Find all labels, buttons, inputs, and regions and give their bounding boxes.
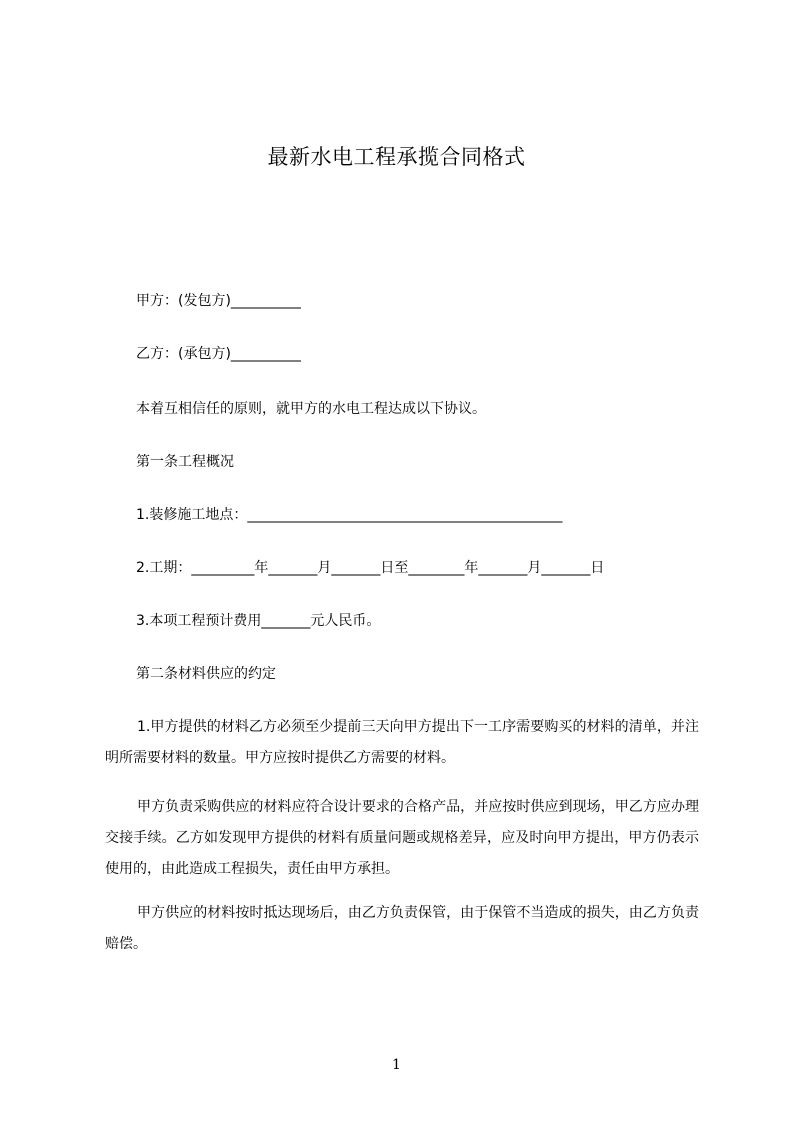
item-period: 2.工期：_________年_______月_______日至________年_______月_______日 (136, 560, 605, 576)
page-number: 1 (392, 1057, 401, 1073)
material-clause-paragraph-3: 甲方供应的材料按时抵达现场后，由乙方负责保管，由于保管不当造成的损失，由乙方负责赔偿。 (105, 905, 699, 952)
party-a-line: 甲方：(发包方)__________ (136, 293, 301, 309)
material-clause-paragraph-1: 1.甲方提供的材料乙方必须至少提前三天向甲方提出下一工序需要购买的材料的清单，并注明所需要材料的数量。甲方应按时提供乙方需要的材料。 (105, 719, 699, 766)
intro-text: 本着互相信任的原则，就甲方的水电工程达成以下协议。 (136, 401, 486, 417)
party-b-line: 乙方：(承包方)__________ (136, 346, 301, 362)
item-location: 1.装修施工地点：_____________________________________________ (136, 507, 563, 523)
article-1-heading: 第一条工程概况 (136, 454, 234, 470)
document-title: 最新水电工程承揽合同格式 (267, 145, 526, 169)
item-cost: 3.本项工程预计费用_______元人民币。 (136, 613, 381, 629)
article-2-heading: 第二条材料供应的约定 (136, 666, 276, 682)
material-clause-paragraph-2: 甲方负责采购供应的材料应符合设计要求的合格产品，并应按时供应到现场，甲乙方应办理交接手续。乙方如发现甲方提供的材料有质量问题或规格差异，应及时向甲方提出，甲方仍表示使用的，由此造成工程损失，责任由甲方承担。 (105, 799, 699, 877)
